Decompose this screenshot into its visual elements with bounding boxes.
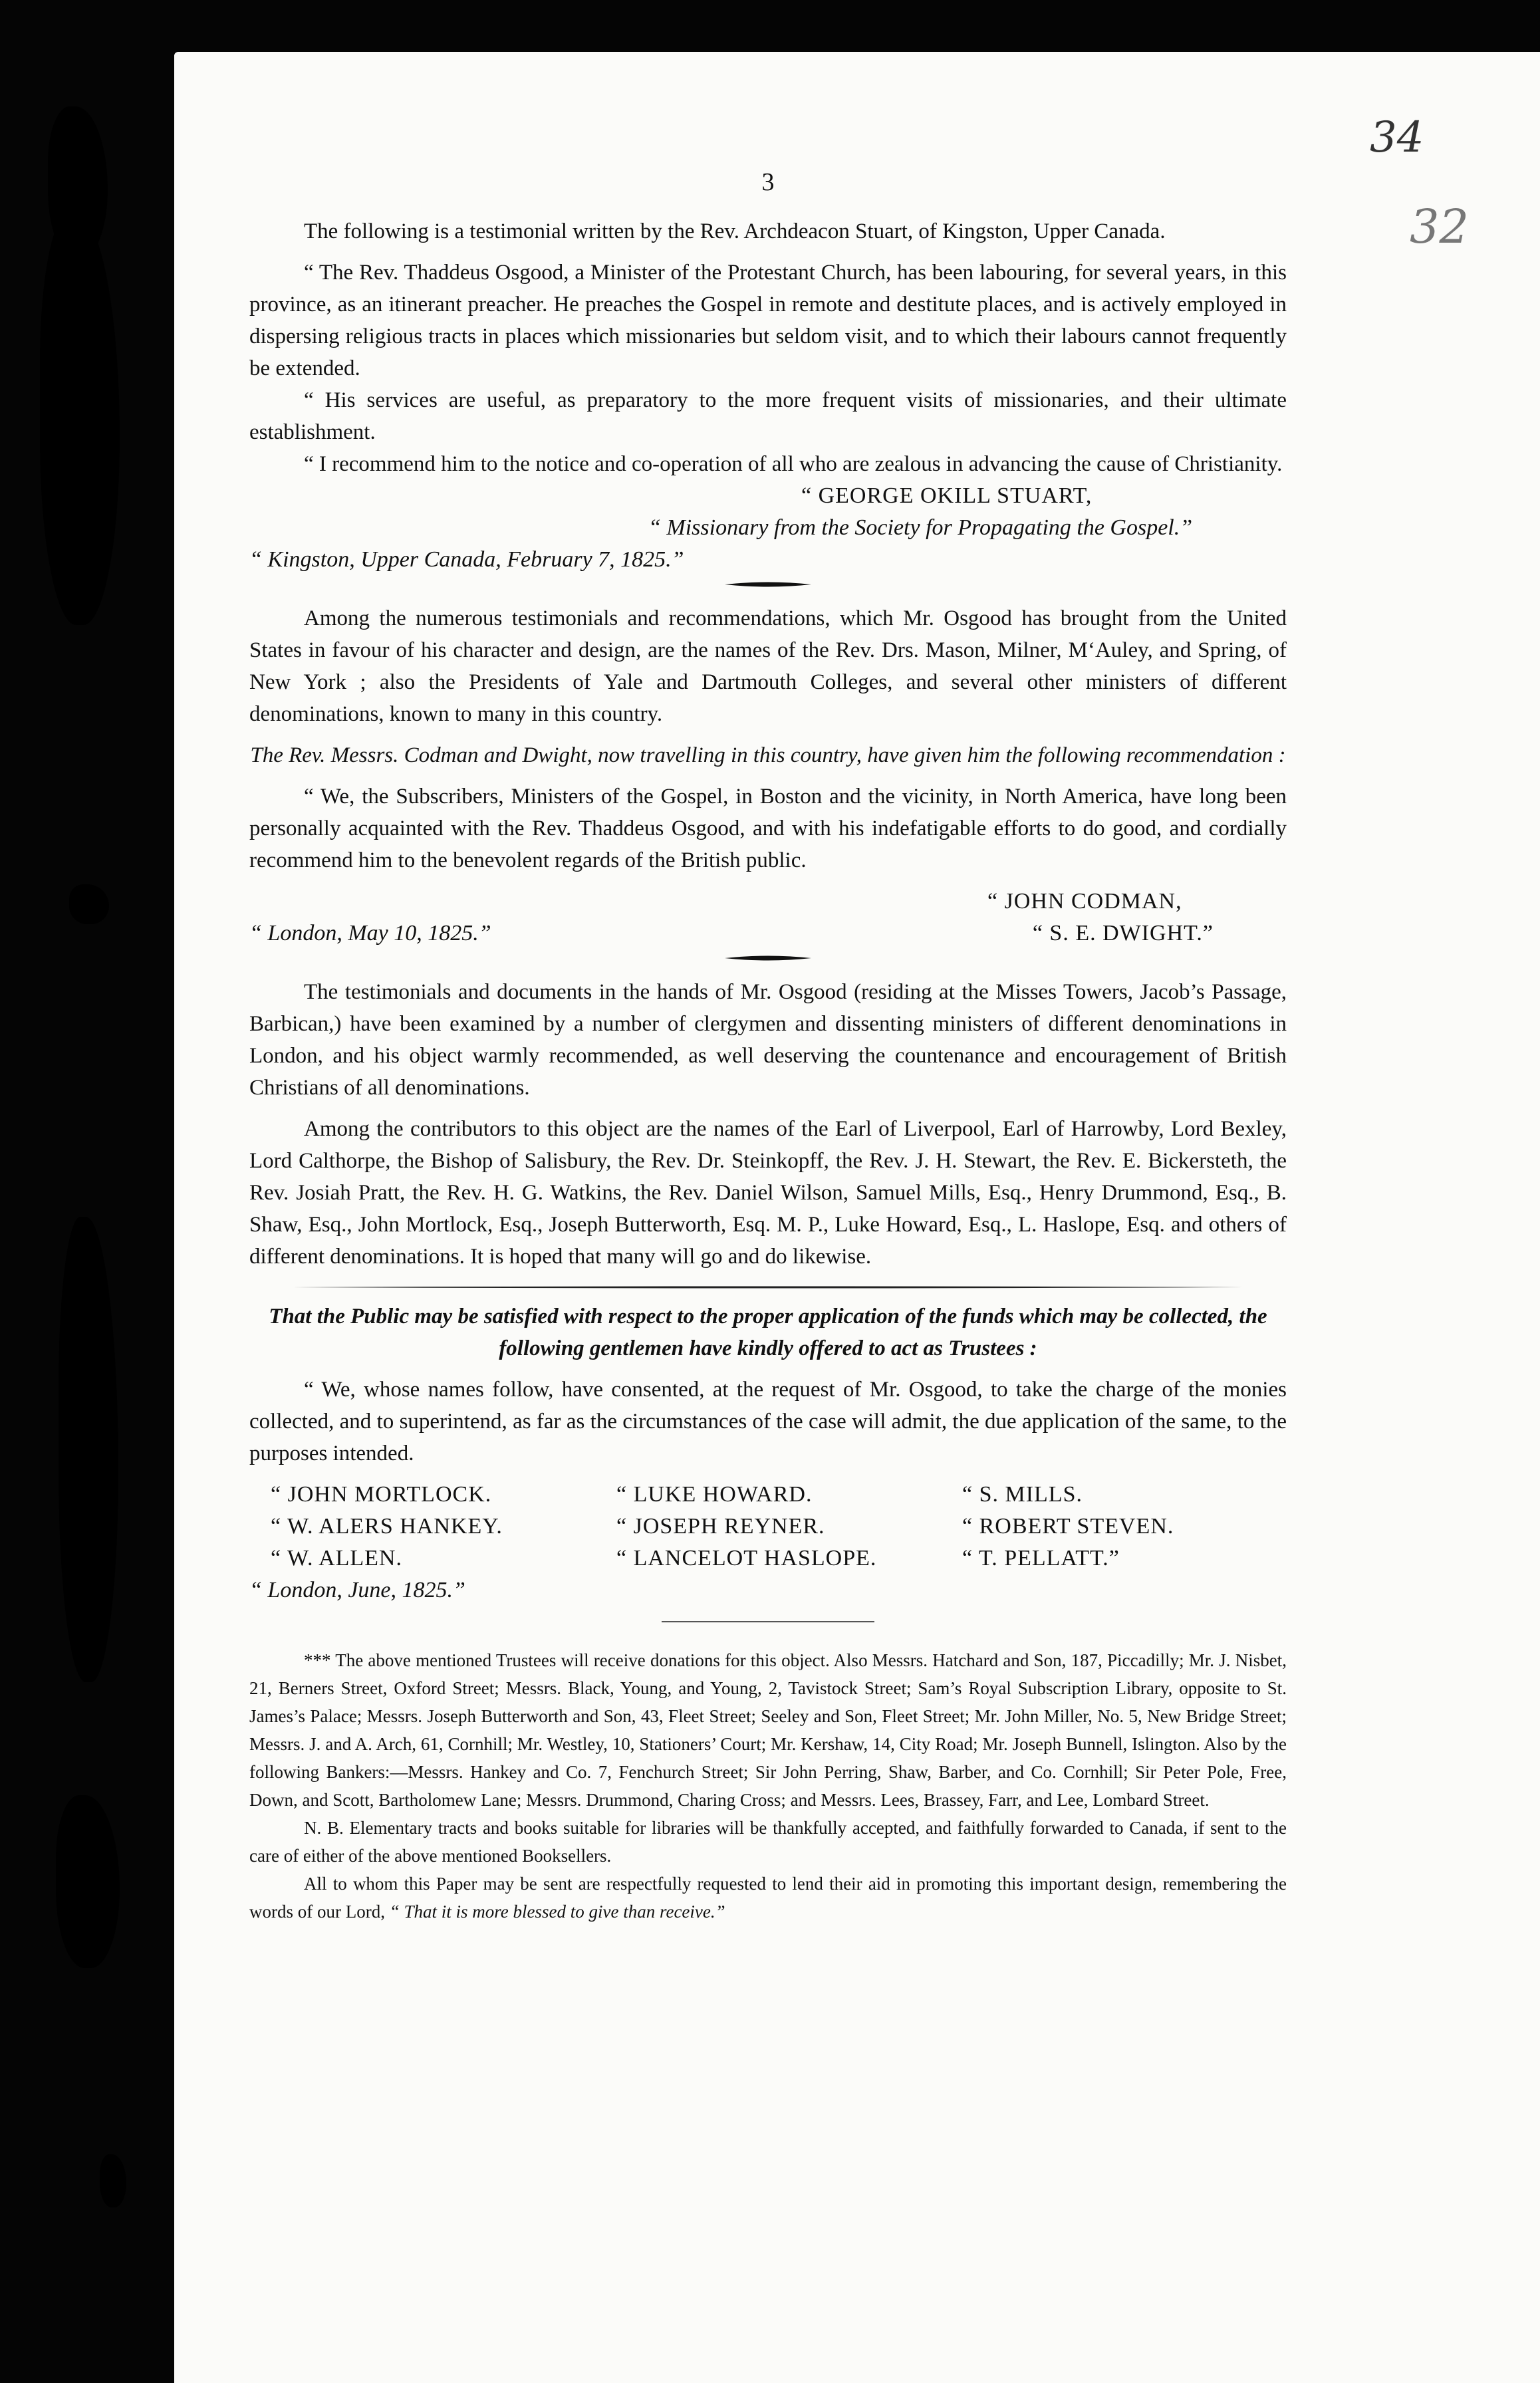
trustee-name: “ JOSEPH REYNER. (616, 1514, 825, 1539)
footnote-donations: *** The above mentioned Trustees will receive donations for this object. Also Messrs. Hatchard and Son, 187, Piccadilly; Mr. J. Nisbet, 21, Berners Street, Oxford Street; Messrs. Black, Young, and Young, 2, Tavistock Street; Sam’s Royal Subscription Library, opposite to St. James’s Palace; Messrs. Joseph Butterworth and Son, 43, Fleet Street; Seeley and Son, Fleet Street; Mr. John Miller, No. 5, New Bridge Street; Messrs. J. and A. Arch, 61, Cornhill; Mr. Westley, 10, Stationers’ Court; Mr. Kershaw, 14, City Road; Mr. Joseph Bunnell, Islington. Also by the following Bankers:—Messrs. Hankey and Co. 7, Fenchurch Street; Sir John Perring, Shaw, Barber, and Co. Cornhill; Sir Peter Pole, Free, Down, and Scott, Bartholomew Lane; Messrs. Drummond, Charing Cross; and Messrs. Lees, Brassey, Farr, and Lee, Lombard Street. (249, 1650, 1287, 1810)
edge-blot (59, 1217, 118, 1682)
footnote-rule (662, 1621, 874, 1622)
trustee-name: “ T. PELLATT.” (962, 1546, 1120, 1570)
codman-recommendation (249, 739, 1287, 949)
edge-blot (40, 213, 120, 625)
documents-paragraph-1: The testimonials and documents in the hands of Mr. Osgood (residing at the Misses Towers, Jacob’s Passage, Barbican,) have been examined by a number of clergymen and dissenting ministers of different denominations in London, and his object warmly recommended, as well deserving the countenance and encouragement of British Christians of all denominations. (249, 980, 1287, 1100)
codman-dateline: “ London, May 10, 1825.” (249, 921, 491, 945)
codman-paragraph: “ We, the Subscribers, Ministers of the Gospel, in Boston and the vicinity, in North America, have long been personally acquainted with the Rev. Thaddeus Osgood, and with his indefatigable efforts to do good, and cordially recommend him to the benevolent regards of the British public. (249, 785, 1287, 872)
codman-heading: The Rev. Messrs. Codman and Dwight, now travelling in this country, have given him the following recommendation : (250, 743, 1286, 767)
stuart-signature: “ GEORGE OKILL STUART, (801, 483, 1092, 508)
documents-paragraph-2: Among the contributors to this object are the names of the Earl of Liverpool, Earl of Harrowby, Lord Bexley, Lord Calthorpe, the Bishop of Salisbury, the Rev. Dr. Steinkopff, the Rev. J. H. Stewart, the Rev. E. Bickersteth, the Rev. Josiah Pratt, the Rev. H. G. Watkins, the Rev. Daniel Wilson, Samuel Mills, Esq., Henry Drummond, Esq., B. Shaw, Esq., John Mortlock, Esq., Joseph Butterworth, Esq. M. P., Luke Howard, Esq., L. Haslope, Esq. and others of different denominations. It is hoped that many will go and do likewise. (249, 1117, 1287, 1269)
trustee-name: “ W. ALERS HANKEY. (271, 1514, 503, 1539)
trustee-name: “ LUKE HOWARD. (616, 1482, 813, 1507)
stuart-testimonial (249, 215, 1287, 576)
trustee-name: “ S. MILLS. (962, 1482, 1083, 1507)
stuart-title: “ Missionary from the Society for Propagating the Gospel.” (648, 515, 1193, 540)
footnote-appeal (249, 1870, 1287, 1926)
codman-signer-2: “ S. E. DWIGHT.” (1032, 921, 1214, 945)
trustees-dateline: “ London, June, 1825.” (249, 1578, 465, 1602)
section-rule (293, 1286, 1243, 1289)
codman-date-row (249, 918, 1287, 949)
stuart-paragraph-2: “ His services are useful, as preparatory to the more frequent visits of missionaries, and their ultimate establishment. (249, 388, 1287, 444)
stuart-paragraph-3: “ I recommend him to the notice and co-operation of all who are zealous in advancing the cause of Christianity. (304, 452, 1283, 476)
trustees-section (249, 1301, 1287, 1606)
ornamental-divider (725, 955, 811, 961)
margin-folio-note: 34 (1370, 113, 1424, 162)
appeal-quote: “ That it is more blessed to give than receive.” (389, 1902, 725, 1922)
document-body (249, 168, 1287, 1926)
trustee-names-grid (271, 1479, 1287, 1574)
footnote-nb: N. B. Elementary tracts and books suitable for libraries will be thankfully accepted, and faithfully forwarded to Canada, if sent to the care of either of the above mentioned Booksellers. (249, 1818, 1287, 1866)
ornamental-divider (725, 581, 811, 588)
trustees-heading: That the Public may be satisfied with respect to the proper application of the funds which may be collected, the following gentlemen have kindly offered to act as Trustees : (269, 1305, 1267, 1360)
edge-blot (56, 1795, 120, 1968)
trustees-paragraph: “ We, whose names follow, have consented, at the request of Mr. Osgood, to take the charge of the monies collected, and to superintend, as far as the circumstances of the case will admit, the due application of the same, to the purposes intended. (249, 1378, 1287, 1465)
margin-folio-note-struck: 32 (1410, 199, 1470, 254)
edge-blot (69, 884, 109, 924)
stuart-intro: The following is a testimonial written by the Rev. Archdeacon Stuart, of Kingston, Upper Canada. (304, 219, 1166, 243)
trustee-name: “ LANCELOT HASLOPE. (616, 1546, 877, 1570)
trustee-name: “ JOHN MORTLOCK. (271, 1482, 492, 1507)
stuart-dateline: “ Kingston, Upper Canada, February 7, 1825.” (249, 547, 684, 572)
trustee-name: “ W. ALLEN. (271, 1546, 402, 1570)
codman-signer-1: “ JOHN CODMAN, (987, 889, 1182, 914)
trustee-name: “ ROBERT STEVEN. (962, 1514, 1174, 1539)
edge-blot (100, 2154, 126, 2207)
stuart-paragraph-1: “ The Rev. Thaddeus Osgood, a Minister of the Protestant Church, has been labouring, for several years, in this province, as an itinerant preacher. He preaches the Gospel in remote and destitute places, and is actively employed in dispersing religious tracts in places which missionaries but seldom visit, and to which their labours cannot frequently be extended. (249, 261, 1287, 380)
page-number: 3 (761, 168, 775, 196)
footnotes (249, 1646, 1287, 1926)
testimonials-paragraph: Among the numerous testimonials and recommendations, which Mr. Osgood has brought from the United States in favour of his character and design, are the names of the Rev. Drs. Mason, Milner, M‘Auley, and Spring, of New York ; also the Presidents of Yale and Dartmouth Colleges, and several other ministers of different denominations, known to many in this country. (249, 606, 1287, 726)
appeal-text: All to whom this Paper may be sent are respectfully requested to lend their aid in promoting this important design, remembering the words of our Lord, (249, 1874, 1287, 1922)
